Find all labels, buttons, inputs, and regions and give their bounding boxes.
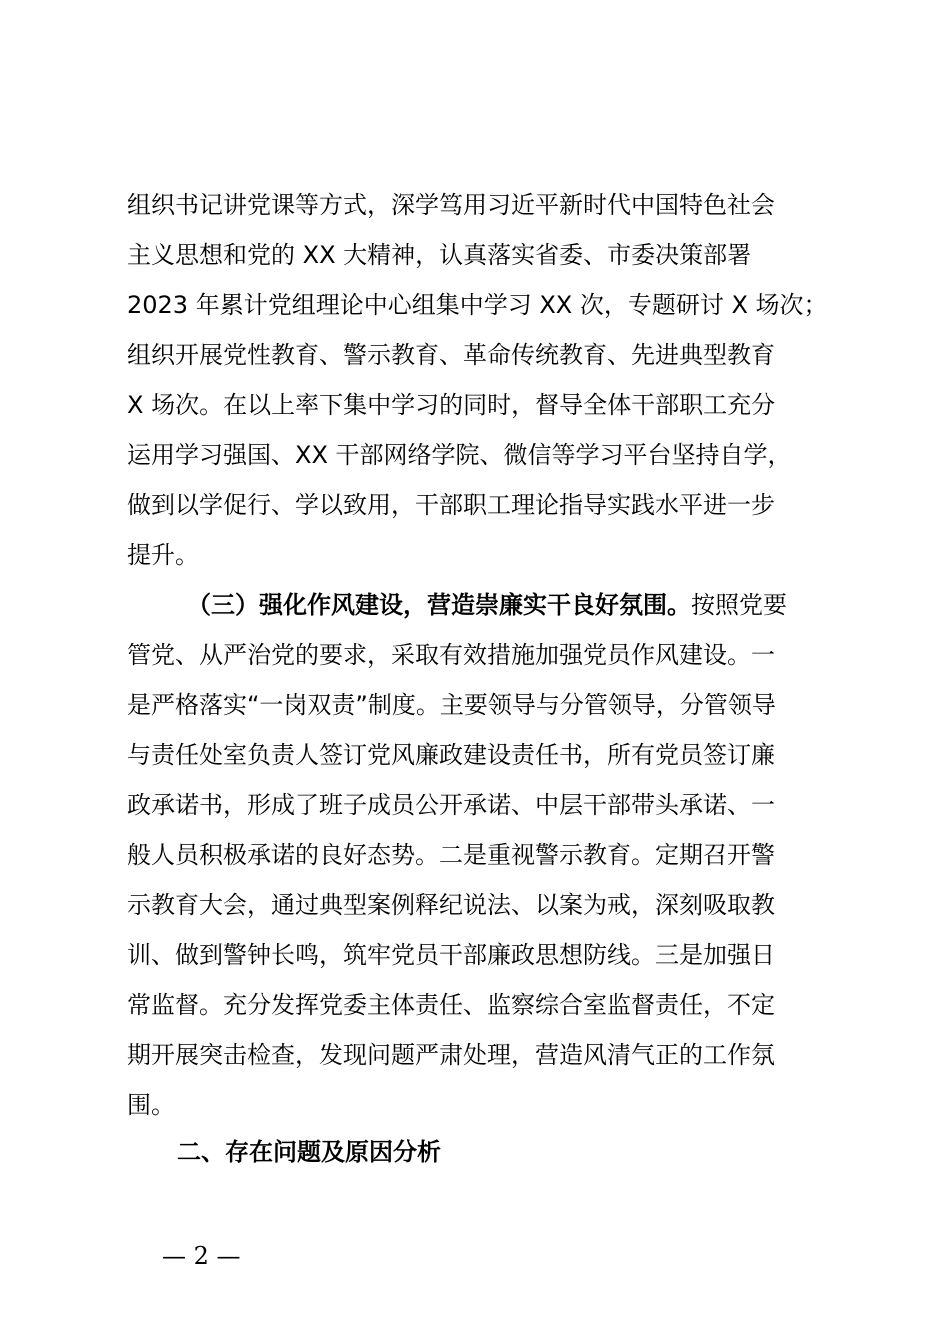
section-heading: 二、存在问题及原因分析 (177, 1138, 441, 1166)
paragraph-2-line-11: 围。 (127, 1091, 175, 1119)
paragraph-1-line-6: 运用学习强国、XX 干部网络学院、微信等学习平台坚持自学， (127, 441, 792, 469)
paragraph-2-line-8: 训、做到警钟长鸣，筑牢党员干部廉政思想防线。三是加强日 (127, 941, 775, 969)
paragraph-1-line-5: X 场次。在以上率下集中学习的同时，督导全体干部职工充分 (127, 391, 776, 419)
paragraph-1-line-4: 组织开展党性教育、警示教育、革命传统教育、先进典型教育 (127, 341, 775, 369)
paragraph-1-line-8: 提升。 (127, 541, 199, 569)
paragraph-2-line-1 (187, 580, 927, 630)
paragraph-2-line-5: 政承诺书，形成了班子成员公开承诺、中层干部带头承诺、一 (127, 791, 775, 819)
paragraph-2-line-10: 期开展突击检查，发现问题严肃处理，营造风清气正的工作氛 (127, 1041, 775, 1069)
paragraph-2-line-3: 是严格落实“一岗双责”制度。主要领导与分管领导，分管领导 (127, 691, 776, 719)
paragraph-2-line-1-rest: 按照党要 (691, 591, 787, 619)
paragraph-1-line-2: 主义思想和党的 XX 大精神，认真落实省委、市委决策部署 (127, 241, 752, 269)
paragraph-1-line-1: 组织书记讲党课等方式，深学笃用习近平新时代中国特色社会 (127, 191, 775, 219)
paragraph-2-line-4: 与责任处室负责人签订党风廉政建设责任书，所有党员签订廉 (127, 741, 775, 769)
paragraph-2-line-2: 管党、从严治党的要求，采取有效措施加强党员作风建设。一 (127, 641, 775, 669)
page-number: — 2 — (162, 1242, 241, 1270)
paragraph-2-line-7: 示教育大会，通过典型案例释纪说法、以案为戒，深刻吸取教 (127, 891, 775, 919)
subsection-heading: （三）强化作风建设，营造崇廉实干良好氛围。 (187, 591, 691, 619)
paragraph-1-line-3: 2023 年累计党组理论中心组集中学习 XX 次，专题研讨 X 场次； (127, 291, 828, 319)
paragraph-1-line-7: 做到以学促行、学以致用，干部职工理论指导实践水平进一步 (127, 491, 775, 519)
paragraph-2-line-9: 常监督。充分发挥党委主体责任、监察综合室监督责任，不定 (127, 991, 775, 1019)
paragraph-2-line-6: 般人员积极承诺的良好态势。二是重视警示教育。定期召开警 (127, 841, 775, 869)
